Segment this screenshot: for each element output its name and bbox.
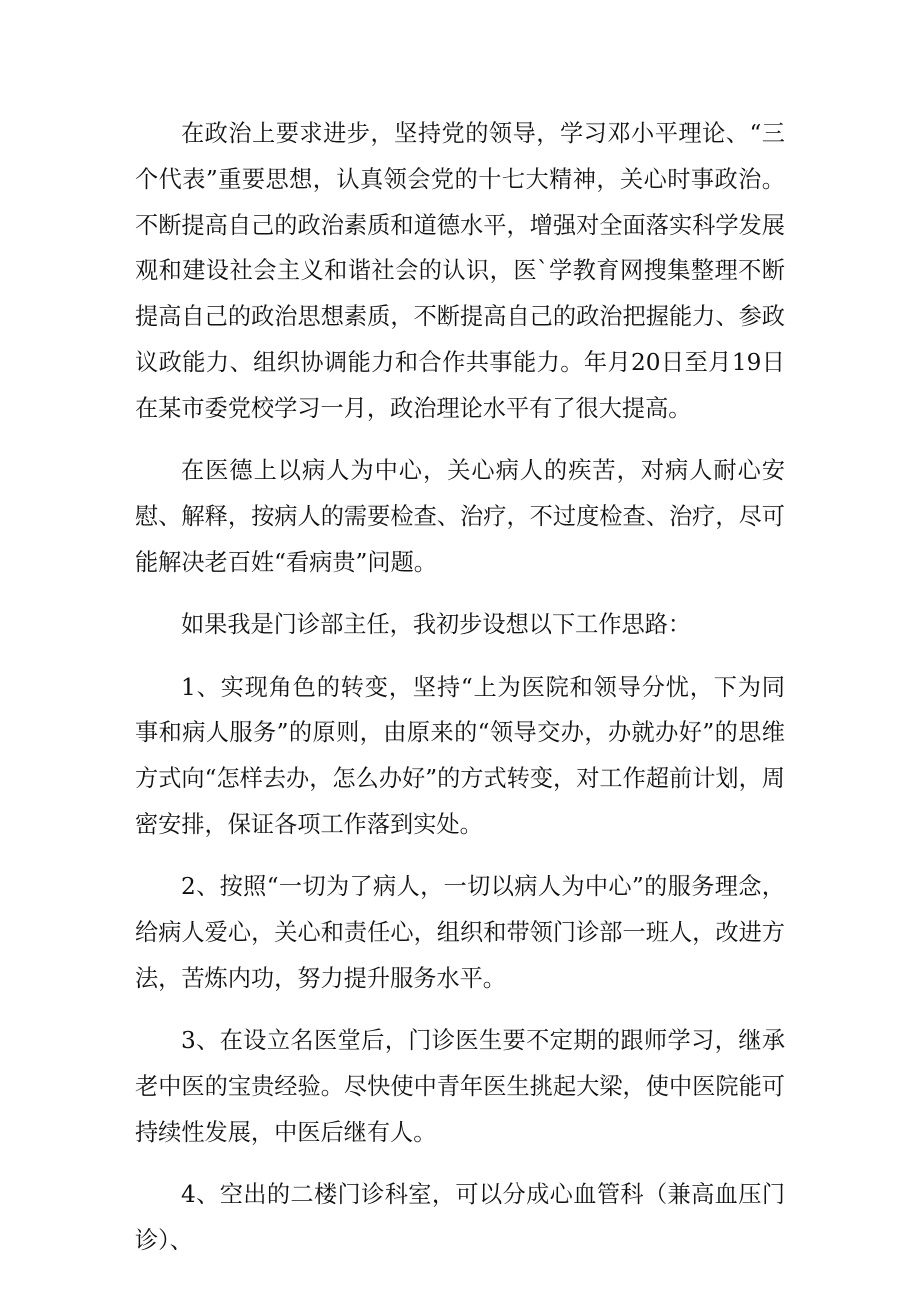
- paragraph-item-3: 3、在设立名医堂后，门诊医生要不定期的跟师学习，继承老中医的宝贵经验。尽快使中青年医生挑起大梁，使中医院能可持续性发展，中医后继有人。: [135, 1027, 785, 1146]
- paragraph-plan-intro: 如果我是门诊部主任，我初步设想以下工作思路：: [181, 611, 692, 639]
- paragraph-item-2: 2、按照“一切为了病人，一切以病人为中心”的服务理念，给病人爱心，关心和责任心，组织和带领门诊部一班人，改进方法，苦炼内功，努力提升服务水平。: [135, 873, 785, 992]
- paragraph-political: 在政治上要求进步，坚持党的领导，学习邓小平理论、“三个代表”重要思想，认真领会党的十七大精神，关心时事政治。不断提高自己的政治素质和道德水平，增强对全面落实科学发展观和建设社会主义和谐社会的认识，医`学教育网搜集整理不断提高自己的政治思想素质，不断提高自己的政治把握能力、参政议政能力、组织协调能力和合作共事能力。年月20日至月19日在某市委党校学习一月，政治理论水平有了很大提高。: [135, 120, 785, 422]
- paragraph-item-4: 4、空出的二楼门诊科室，可以分成心血管科（兼高血压门诊）、: [135, 1181, 785, 1255]
- paragraph-medical-ethics: 在医德上以病人为中心，关心病人的疾苦，对病人耐心安慰、解释，按病人的需要检查、治疗，不过度检查、治疗，尽可能解决老百姓“看病贵”问题。: [135, 457, 785, 576]
- document-body: [135, 111, 785, 1280]
- paragraph-item-1: 1、实现角色的转变，坚持“上为医院和领导分忧，下为同事和病人服务”的原则，由原来的“领导交办，办就办好”的思维方式向“怎样去办，怎么办好”的方式转变，对工作超前计划，周密安排，保证各项工作落到实处。: [135, 673, 785, 838]
